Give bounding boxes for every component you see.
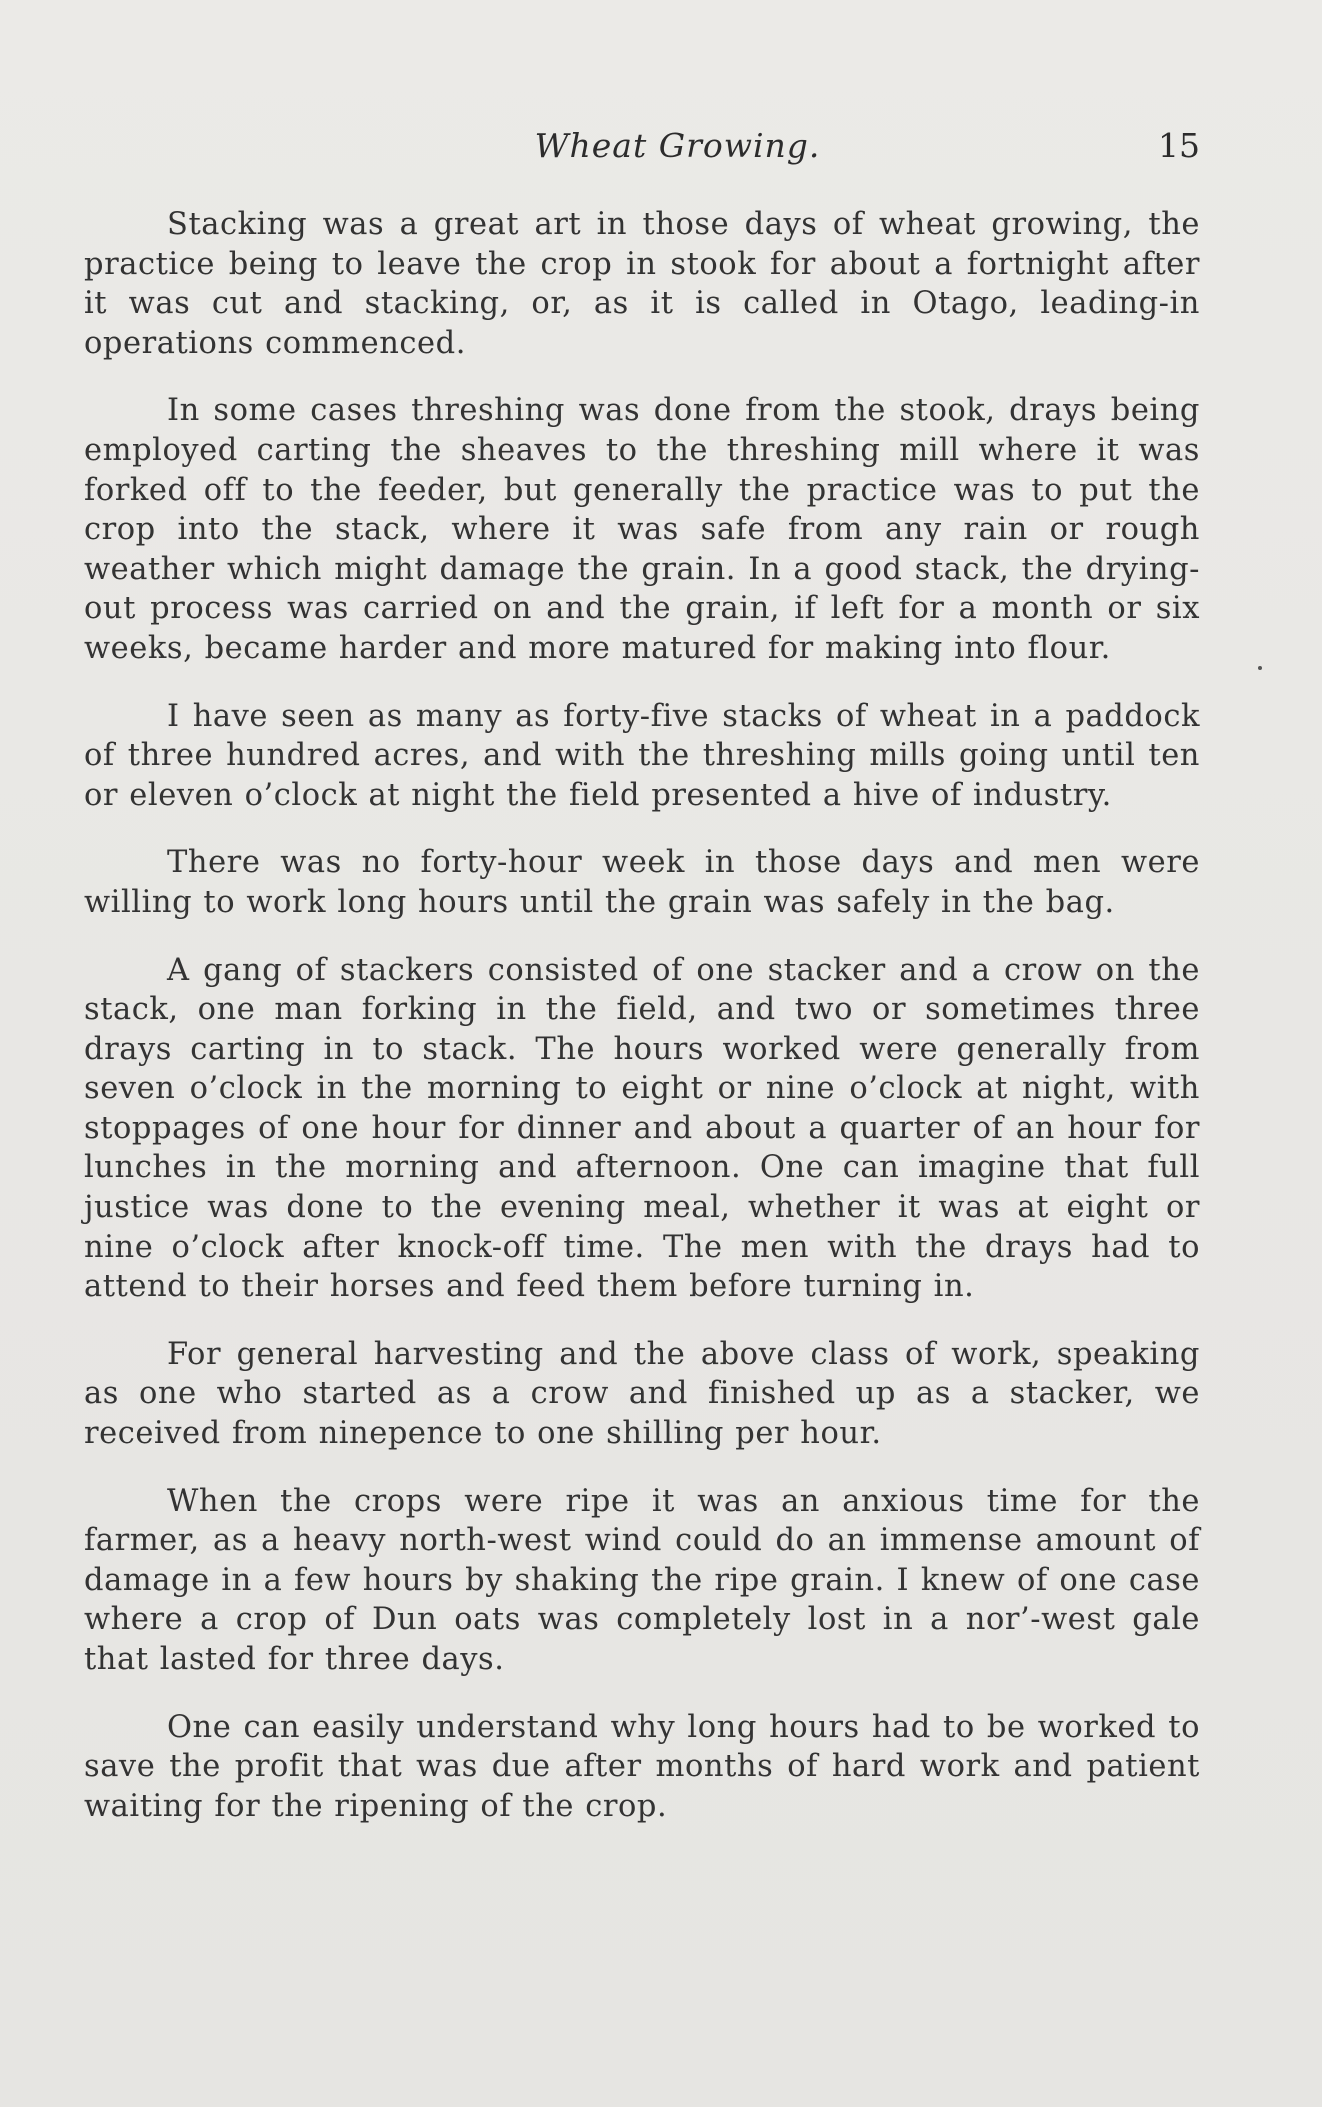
body-text	[84, 205, 1200, 1854]
paragraph-stacks-in-paddock: I have seen as many as forty-five stacks of wheat in a paddock of three hundred acres, and with the threshing mills going until ten or eleven o’clock at night the field presented a hive of industry.	[84, 698, 1200, 813]
paragraph-gang-of-stackers: A gang of stackers consisted of one stacker and a crow on the stack, one man forking in the field, and two or sometimes three drays carting in to stack. The hours worked were generally from seven o’clock in the morning to eight or nine o’clock at night, with stoppages of one hour for dinner and about a quarter of an hour for lunches in the morning and afternoon. One can imagine that full justice was done to the evening meal, whether it was at eight or nine o’clock after knock-off time. The men with the drays had to attend to their horses and feed them before turning in.	[84, 952, 1200, 1305]
paragraph-ripe-crops: When the crops were ripe it was an anxious time for the farmer, as a heavy north-west wind could do an immense amount of damage in a few hours by shaking the ripe grain. I knew of one case where a crop of Dun oats was completely lost in a nor’-west gale that lasted for three days.	[84, 1483, 1200, 1677]
running-head	[155, 126, 1200, 176]
paper-speck	[1258, 666, 1262, 670]
running-title: Wheat Growing.	[534, 126, 821, 165]
paragraph-wages: For general harvesting and the above class of work, speaking as one who started as a crow and finished up as a stacker, we received from ninepence to one shilling per hour.	[84, 1336, 1200, 1452]
paragraph-work-hours: There was no forty-hour week in those days and men were willing to work long hours until the grain was safely in the bag.	[84, 845, 1200, 920]
page-number: 15	[1158, 126, 1200, 165]
paragraph-stacking: Stacking was a great art in those days of wheat growing, the practice being to leave the crop in stook for about a fortnight after it was cut and stacking, or, as it is called in Otago, leading-in operations commenced.	[84, 207, 1200, 361]
paragraph-long-hours: One can easily understand why long hours had to be worked to save the profit that was due after months of hard work and patient waiting for the ripening of the crop.	[84, 1709, 1200, 1824]
paragraph-threshing: In some cases threshing was done from the stook, drays being employed carting the sheaves to the threshing mill where it was forked off to the feeder, but generally the practice was to put the crop into the stack, where it was safe from any rain or rough weather which might damage the grain. In a good stack, the drying-out process was carried on and the grain, if left for a month or six weeks, became harder and more matured for making into flour.	[84, 393, 1200, 666]
